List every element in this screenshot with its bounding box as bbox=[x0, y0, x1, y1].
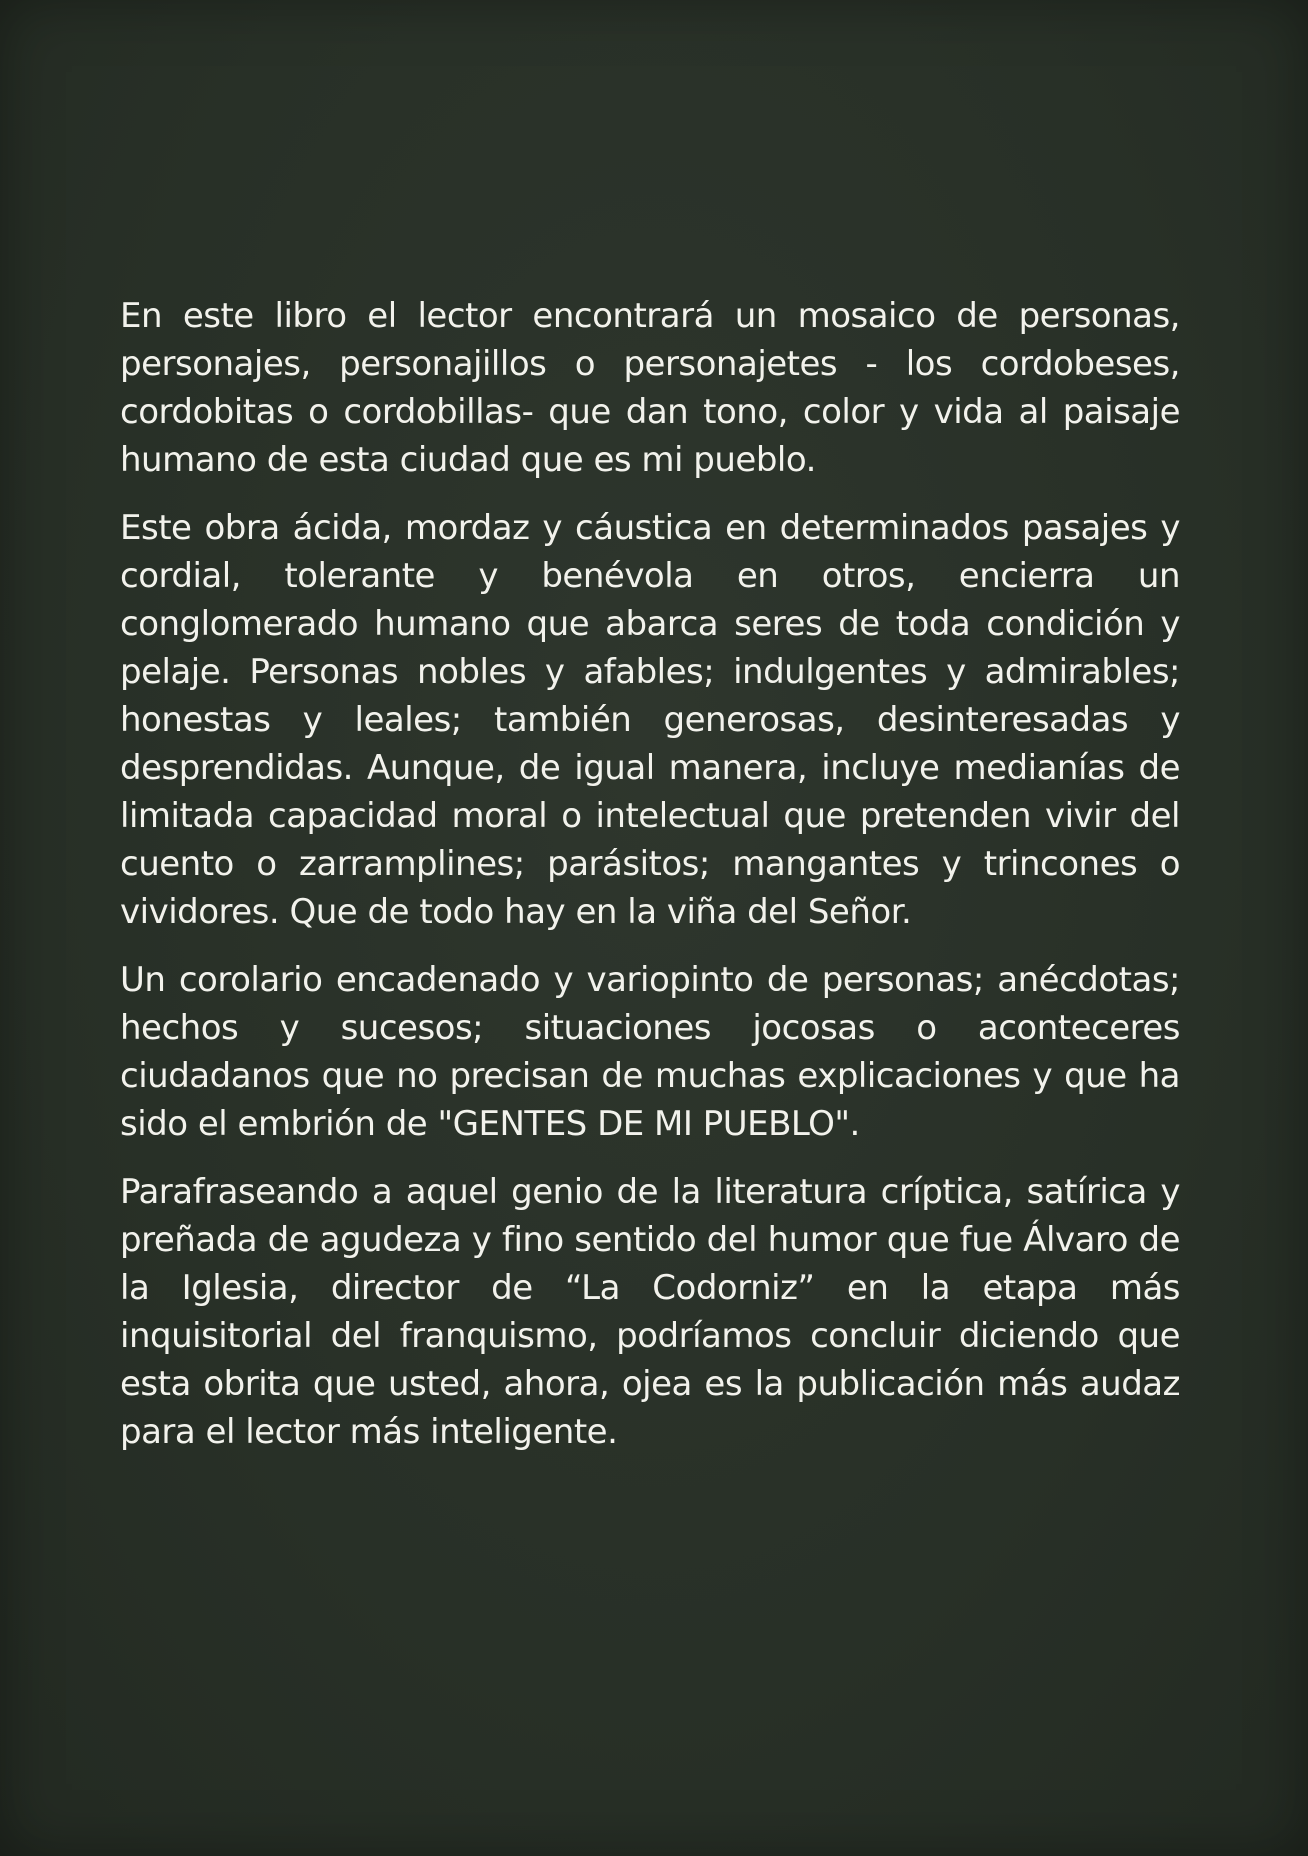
blurb-paragraph-3: Un corolario encadenado y variopinto de personas; anécdotas; hechos y sucesos; situaciones jocosas o aconteceres ciudadanos que no precisan de muchas explicaciones y que ha sido el embrión de "GENTES DE MI PUEBLO". bbox=[120, 960, 1180, 1144]
cover-blurb bbox=[120, 292, 1180, 1476]
blurb-paragraph-2: Este obra ácida, mordaz y cáustica en determinados pasajes y cordial, tolerante y benévola en otros, encierra un conglomerado humano que abarca seres de toda condición y pelaje. Personas nobles y afables; indulgentes y admirables; honestas y leales; también generosas, desinteresadas y desprendidas. Aunque, de igual manera, incluye medianías de limitada capacidad moral o intelectual que pretenden vivir del cuento o zarramplines; parásitos; mangantes y trincones o vividores. Que de todo hay en la viña del Señor. bbox=[120, 508, 1180, 932]
blurb-paragraph-4: Parafraseando a aquel genio de la literatura críptica, satírica y preñada de agudeza y fino sentido del humor que fue Álvaro de la Iglesia, director de “La Codorniz” en la etapa más inquisitorial del franquismo, podríamos concluir diciendo que esta obrita que usted, ahora, ojea es la publicación más audaz para el lector más inteligente. bbox=[120, 1172, 1180, 1452]
blurb-paragraph-1: En este libro el lector encontrará un mosaico de personas, personajes, personajillos o personajetes - los cordobeses, cordobitas o cordobillas- que dan tono, color y vida al paisaje humano de esta ciudad que es mi pueblo. bbox=[120, 296, 1180, 480]
